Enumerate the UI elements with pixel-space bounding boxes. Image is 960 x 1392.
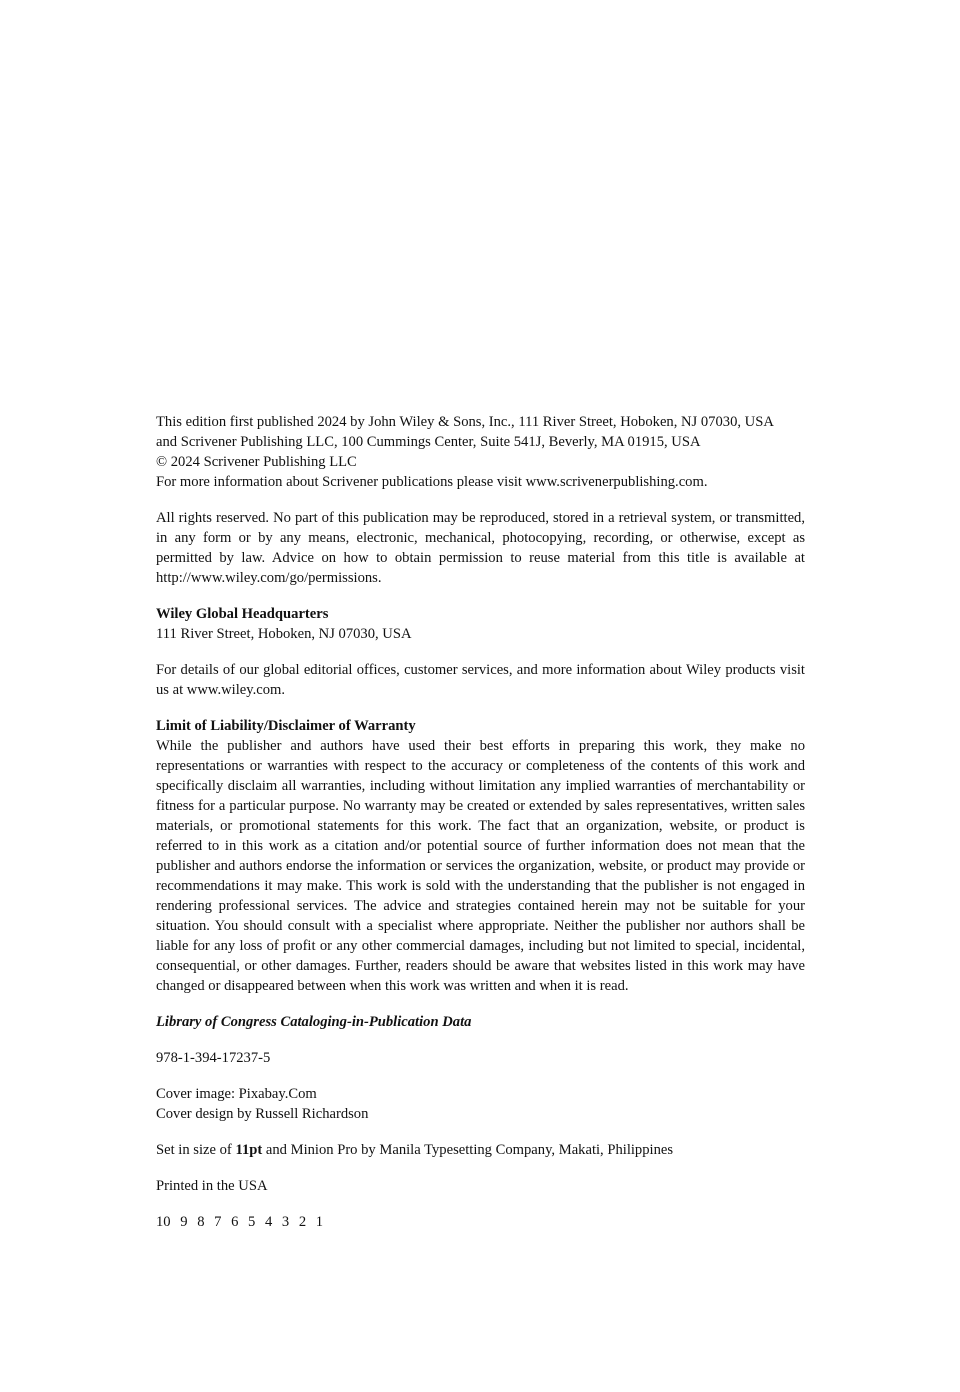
publication-line-1: This edition first published 2024 by John Wiley & Sons, Inc., 111 River Street, Hoboken, NJ 07030, USA [156,414,774,430]
rights-reserved-paragraph: All rights reserved. No part of this publication may be reproduced, stored in a retrieval system, or transmitted, in any form or by any means, electronic, mechanical, photocopying, recording, or otherwise, except as permitted by law. Advice on how to obtain permission to reuse material from this title is available at http://www.wiley.com/go/permissions. [156,510,805,586]
print-line-block [156,1212,805,1232]
liability-paragraph: While the publisher and authors have used their best efforts in preparing this work, they make no representations or warranties with respect to the accuracy or completeness of the contents of this work and specifically disclaim all warranties, including without limitation any implied warranties of merchantability or fitness for a particular purpose. No warranty may be created or extended by sales representatives, written sales materials, or promotional statements for this work. The fact that an organization, website, or product is referred to in this work as a citation and/or potential source of further information does not mean that the publisher and authors endorse the information or services the organization, website, or product may provide or recommendations it may make. This work is sold with the understanding that the publisher is not engaged in rendering professional services. The advice and strategies contained herein may not be suitable for your situation. You should consult with a specialist where appropriate. Neither the publisher nor authors shall be liable for any loss of profit or any other commercial damages, including but not limited to special, incidental, consequential, or other damages. Further, readers should be aware that websites listed in this work may have changed or disappeared between when this work was written and when it is read. [156,738,805,994]
more-information-line: For more information about Scrivener publications please visit www.scrivenerpublishing.com. [156,474,708,490]
print-line: 10 9 8 7 6 5 4 3 2 1 [156,1214,324,1230]
typesetting-size: 11pt [235,1142,263,1158]
copyright-page [156,412,805,1248]
isbn-block [156,1048,805,1068]
publication-line-2: and Scrivener Publishing LLC, 100 Cummings Center, Suite 541J, Beverly, MA 01915, USA [156,434,701,450]
cover-design-credit: Cover design by Russell Richardson [156,1106,369,1122]
headquarters-address: 111 River Street, Hoboken, NJ 07030, USA [156,626,412,642]
typesetting-text-after: and Minion Pro by Manila Typesetting Company, Makati, Philippines [262,1142,674,1158]
details-paragraph: For details of our global editorial offices, customer services, and more information about Wiley products visit us at www.wiley.com. [156,662,805,698]
copyright-notice: © 2024 Scrivener Publishing LLC [156,454,357,470]
printed-block [156,1176,805,1196]
cataloging-heading: Library of Congress Cataloging-in-Publication Data [156,1014,472,1030]
cover-credits [156,1084,805,1124]
liability-heading: Limit of Liability/Disclaimer of Warranty [156,718,416,734]
headquarters-heading: Wiley Global Headquarters [156,606,329,622]
liability-block [156,716,805,996]
headquarters-block [156,604,805,644]
typesetting-line [156,1140,805,1160]
printed-in: Printed in the USA [156,1178,268,1194]
typesetting-text-before: Set in size of [156,1142,236,1158]
publication-info [156,412,805,492]
cover-image-credit: Cover image: Pixabay.Com [156,1086,317,1102]
cataloging-block [156,1012,805,1032]
isbn: 978-1-394-17237-5 [156,1050,271,1066]
